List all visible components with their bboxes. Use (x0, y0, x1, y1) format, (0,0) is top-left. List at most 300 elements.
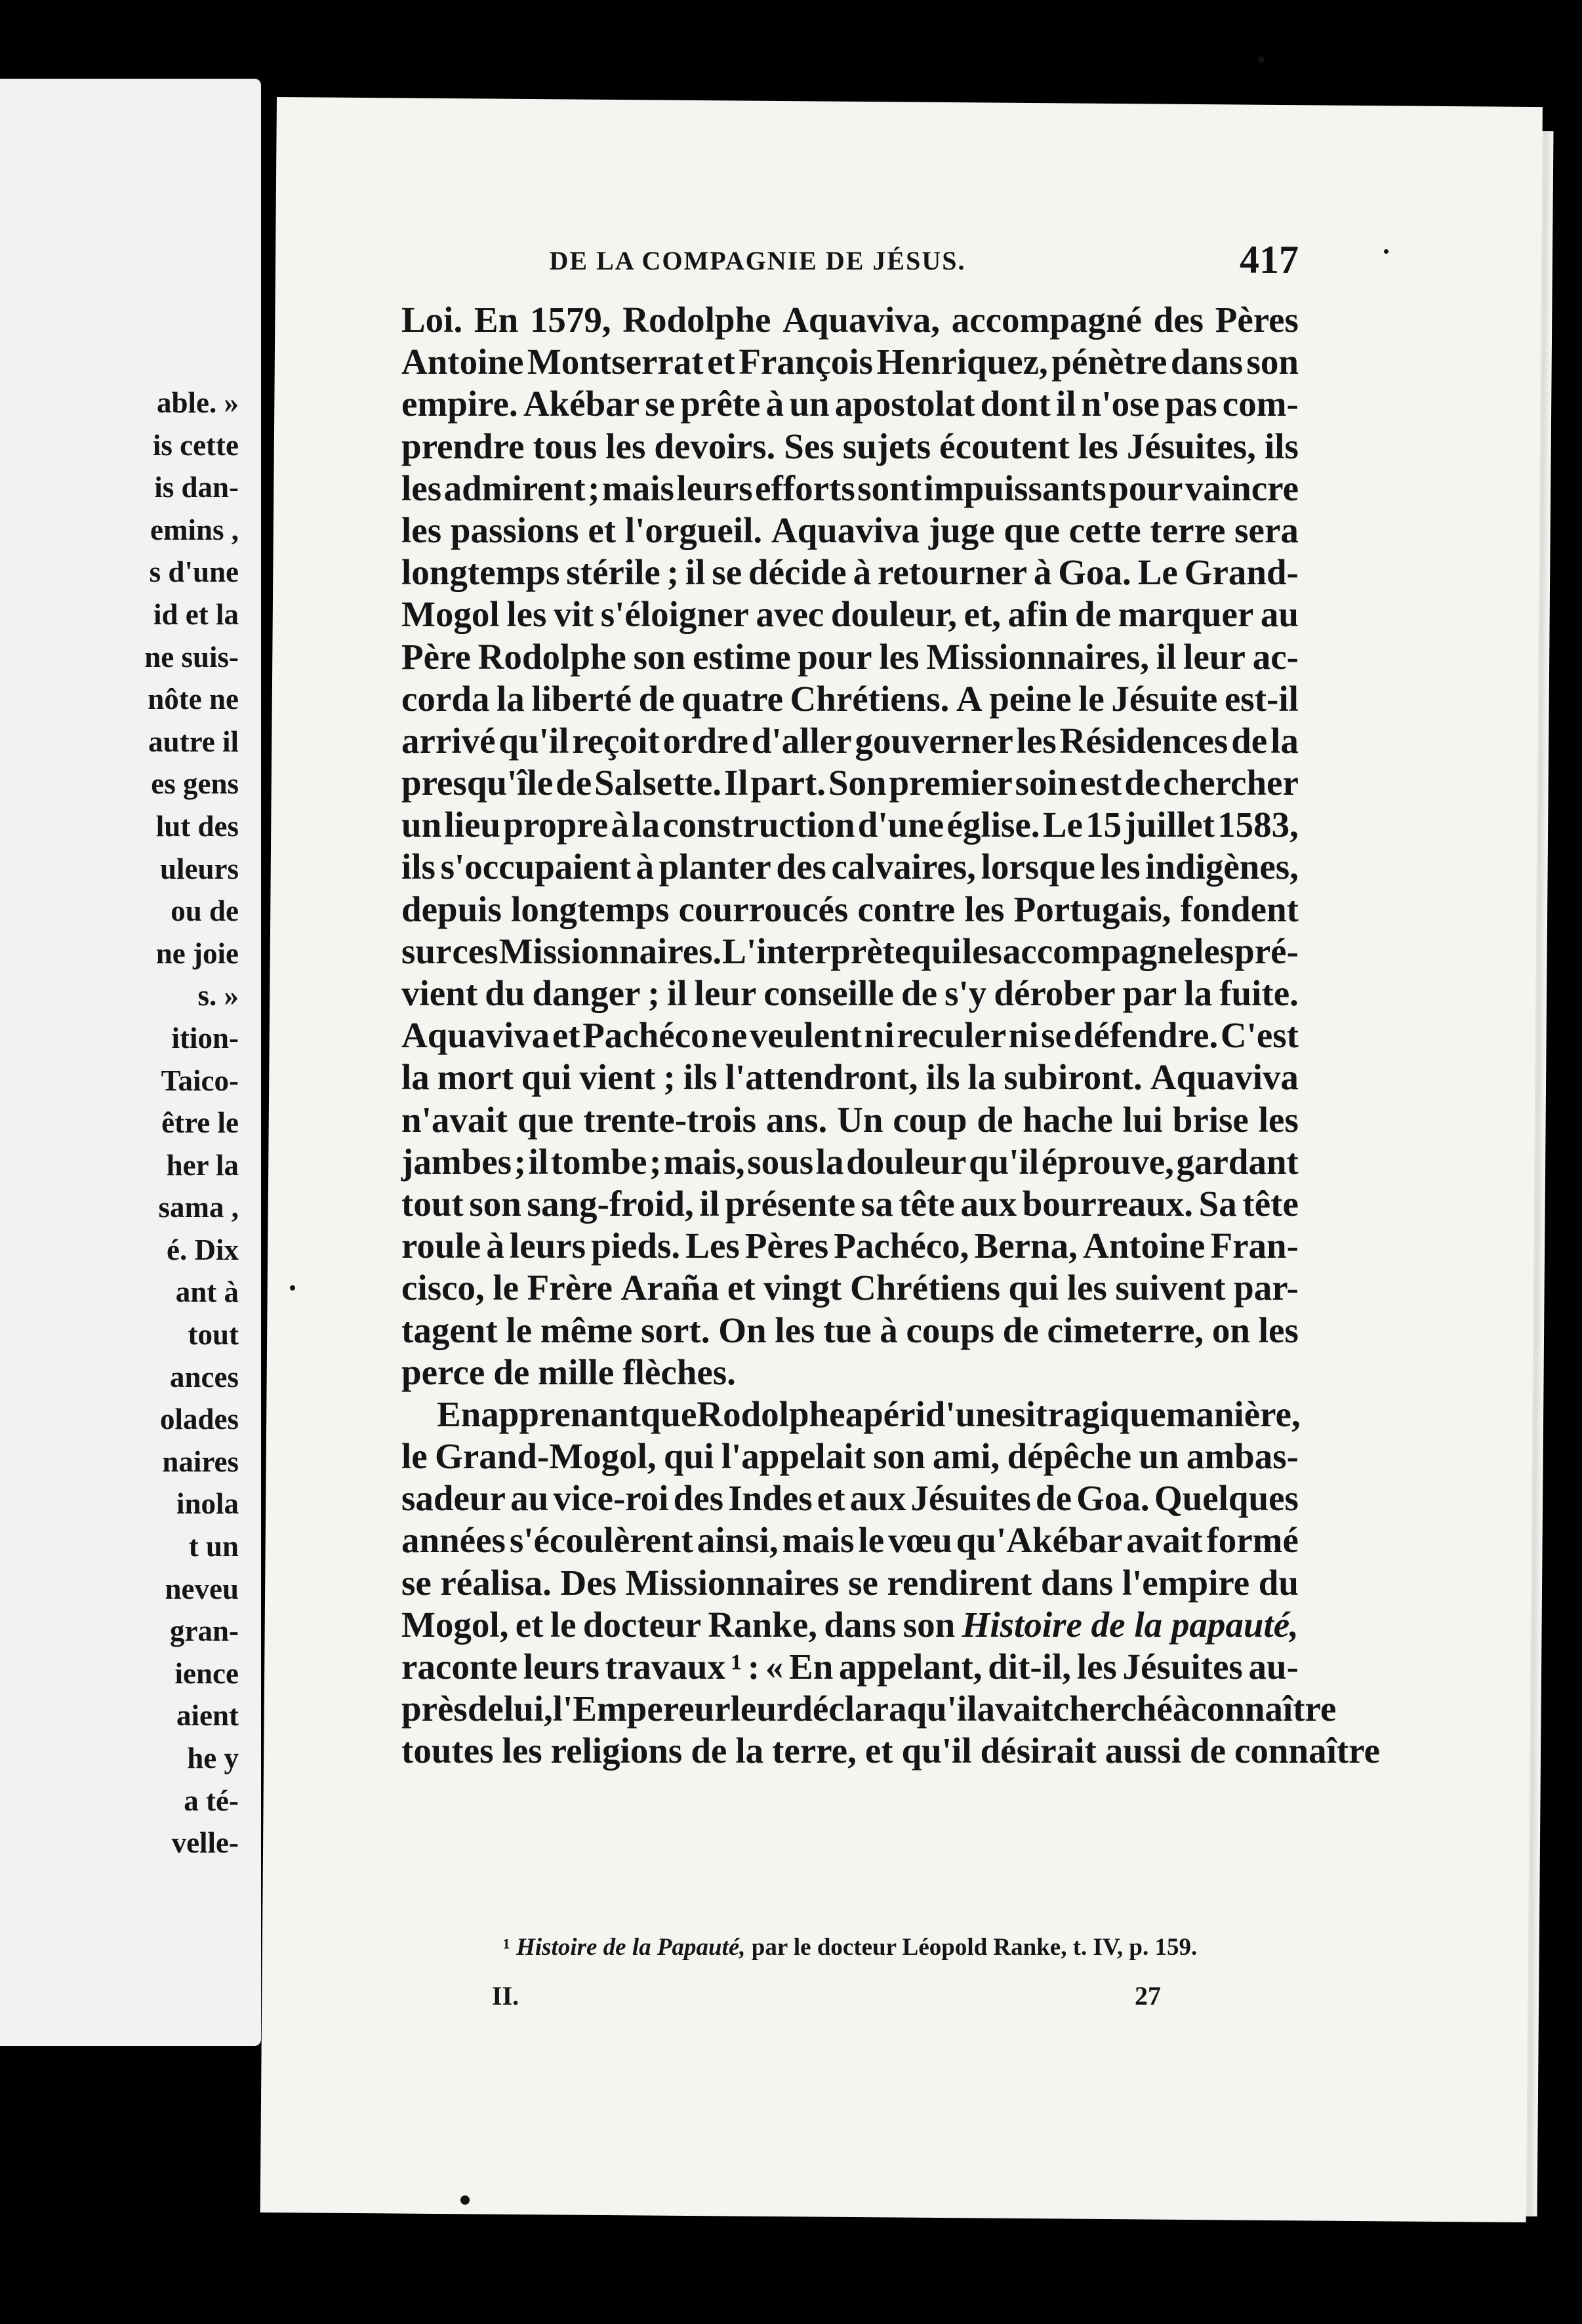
word: brise (1172, 1099, 1249, 1140)
word: Frère (527, 1268, 613, 1308)
word: se (401, 1562, 432, 1603)
word: planter (659, 847, 771, 887)
word: la (735, 1731, 764, 1771)
word: mais, (663, 1141, 745, 1182)
word: dépêche (1007, 1436, 1131, 1477)
previous-page-line: emins , (150, 513, 239, 546)
word: années (401, 1520, 506, 1561)
word: de (691, 1731, 727, 1771)
word: En (789, 1647, 834, 1687)
word: Pachéco (582, 1015, 709, 1056)
word: son (469, 1183, 521, 1224)
word: les (1066, 1268, 1107, 1308)
word: gardant (1176, 1141, 1299, 1182)
text-line (401, 1730, 1380, 1772)
word: Henriquez, (876, 342, 1048, 382)
word: dans (1170, 342, 1244, 382)
word: un (789, 384, 830, 424)
word: s'écoulèrent (509, 1520, 693, 1561)
word: Sa (1198, 1183, 1237, 1224)
previous-page-line: ances (170, 1360, 239, 1393)
word: Missionnaires. (498, 931, 722, 971)
word: Pères (744, 1226, 829, 1266)
word: apostolat (834, 384, 975, 424)
word: L'interprète (722, 931, 911, 971)
word: bourreaux. (1022, 1183, 1193, 1224)
word: Akébar (523, 384, 640, 424)
word: vit (554, 594, 594, 635)
word: de (1189, 1731, 1226, 1771)
word: ils (1264, 426, 1299, 466)
word: Ranke, (708, 1604, 817, 1645)
word: ; (649, 1141, 662, 1182)
word: même (540, 1310, 633, 1350)
word: ; (647, 973, 660, 1013)
word: Jésuites, (1126, 426, 1256, 466)
word: pas (1165, 384, 1217, 424)
word: afin (1007, 594, 1068, 635)
previous-page-line: ant à (175, 1275, 239, 1309)
word: vaincre (1185, 468, 1299, 508)
word: com- (1222, 384, 1299, 424)
previous-page-line: s. » (197, 979, 239, 1012)
previous-page-line: ne joie (155, 936, 239, 970)
word: calvaires, (831, 847, 976, 887)
word: avait (1126, 1520, 1203, 1561)
word: ils (925, 1057, 960, 1098)
word: peine (989, 678, 1072, 719)
word: roule (401, 1226, 481, 1266)
word: que (640, 1393, 697, 1434)
word: de (638, 678, 675, 719)
word: réalisa. (440, 1562, 552, 1603)
word: par- (1234, 1268, 1299, 1308)
word: tête (1242, 1183, 1299, 1224)
word: la (496, 678, 525, 719)
word: et (727, 1268, 756, 1308)
word: Père (401, 636, 471, 677)
previous-page-line: gran- (170, 1614, 239, 1648)
word: que (1004, 510, 1061, 550)
word: premier (889, 763, 1013, 803)
word: longtemps (511, 889, 670, 929)
previous-page-line: id et la (153, 597, 239, 631)
previous-page-line: her la (166, 1148, 239, 1182)
text-line (401, 804, 1299, 846)
word: est-il (1224, 678, 1299, 719)
signature-row (492, 1980, 1161, 2020)
previous-page-line: olades (159, 1403, 239, 1436)
previous-page-line: autre il (148, 725, 239, 758)
word: de (493, 1352, 530, 1392)
word: sang-froid, (527, 1183, 694, 1224)
word: les (1258, 1310, 1299, 1350)
text-line (401, 551, 1299, 593)
word: ac- (1252, 636, 1299, 677)
word: ne (711, 1015, 748, 1056)
word: si (1011, 1393, 1036, 1434)
word: aux (960, 1183, 1017, 1224)
word: Aquaviva (1150, 1057, 1299, 1098)
word: les (1100, 847, 1141, 887)
word: 1583, (1217, 805, 1299, 845)
word: Ses (784, 426, 834, 466)
word: par (1122, 973, 1177, 1013)
text-line (401, 1225, 1299, 1267)
word: Chrétiens. (790, 678, 950, 719)
word: qu'il (498, 720, 569, 761)
text-line (401, 720, 1299, 762)
word: est (1080, 763, 1122, 803)
previous-page-line: Taico- (161, 1064, 239, 1097)
word: danger (532, 973, 641, 1013)
speck (1258, 56, 1265, 63)
word: dans (1041, 1562, 1114, 1603)
word: mort (437, 1057, 514, 1098)
word: hache (1023, 1099, 1113, 1140)
text-line (401, 1352, 1299, 1393)
word: 15 (1085, 805, 1122, 845)
word: la (632, 805, 660, 845)
word: à (1172, 1689, 1191, 1729)
word: de (1035, 1478, 1072, 1519)
word: coup (893, 1099, 967, 1140)
word: reçoit (572, 720, 660, 761)
word: l'orgueil. (624, 510, 763, 550)
word: le (506, 1310, 533, 1350)
word: à (853, 552, 872, 593)
word: ans. (765, 1099, 828, 1140)
word: la (1270, 720, 1299, 761)
word: cimeterre, (1047, 1310, 1204, 1350)
previous-page-line: neveu (165, 1572, 239, 1605)
word: les (775, 1310, 815, 1350)
text-line (401, 1393, 1299, 1435)
word: vingt (763, 1268, 842, 1308)
word: devoirs. (654, 426, 776, 466)
word: tombe (550, 1141, 647, 1182)
text-line (401, 1519, 1299, 1561)
text-line (401, 1646, 1299, 1688)
word: du (485, 973, 525, 1013)
text-line (401, 468, 1299, 510)
word: défendre. (1073, 1015, 1219, 1056)
text-line (401, 593, 1299, 635)
footnote-title: Histoire de la Papauté, (516, 1934, 746, 1961)
word: ¹ (731, 1647, 742, 1687)
word: presqu'île (401, 763, 554, 803)
word: juge (928, 510, 995, 550)
word: sur (401, 931, 452, 971)
word: Mogol (401, 594, 500, 635)
word: désirait (980, 1731, 1097, 1771)
word: ambas- (1186, 1436, 1299, 1477)
word: En (474, 300, 519, 340)
word: le (401, 1436, 428, 1477)
word: ils (401, 847, 436, 887)
word: Quelques (1154, 1478, 1299, 1519)
word: connaître (1234, 1731, 1380, 1771)
word: qui (1008, 1268, 1059, 1308)
word: ; (666, 552, 679, 593)
word: son (1246, 342, 1299, 382)
word: depuis (401, 889, 502, 929)
word: terre, (772, 1731, 857, 1771)
word: il (666, 973, 687, 1013)
word: avait (977, 1689, 1053, 1729)
previous-page-line: uleurs (159, 852, 239, 885)
previous-page-line: inola (176, 1487, 239, 1521)
word: qui (521, 1057, 572, 1098)
word: il (1055, 384, 1076, 424)
word: de (1124, 763, 1161, 803)
word: à (880, 1310, 898, 1350)
word: au- (1248, 1647, 1299, 1687)
text-line (401, 1267, 1299, 1309)
word: qu'il (969, 1141, 1040, 1182)
previous-page-line: s d'une (149, 555, 239, 589)
word: lui, (503, 1689, 553, 1729)
word: Rodolphe (622, 300, 771, 340)
word: le (493, 1268, 519, 1308)
word: On (718, 1310, 767, 1350)
word: Portugais, (1013, 889, 1171, 929)
word: tragique (1035, 1393, 1166, 1434)
speck (290, 1285, 295, 1291)
word: prendre (401, 426, 525, 466)
word: C'est (1220, 1015, 1299, 1056)
previous-page-line: es gens (151, 767, 239, 801)
word: passions (450, 510, 579, 550)
word: Jésuites (1122, 1647, 1243, 1687)
word: subiront. (1004, 1057, 1143, 1098)
word: mais (782, 1520, 855, 1561)
word: de (1002, 1310, 1039, 1350)
word: Grand- (1184, 552, 1299, 593)
footnote (401, 1933, 1299, 1961)
word: Indes (728, 1478, 813, 1519)
word: dont (980, 384, 1051, 424)
word: les (401, 468, 442, 508)
word: fondent (1180, 889, 1299, 929)
word: le (550, 1604, 577, 1645)
word: présente (725, 1183, 856, 1224)
word: liberté (531, 678, 632, 719)
word: douleur (846, 1141, 967, 1182)
previous-page-line: ience (174, 1656, 239, 1690)
running-head (387, 237, 1299, 296)
word: flèches. (622, 1352, 736, 1392)
word: ils (683, 1057, 718, 1098)
word: qu'il (906, 1689, 977, 1729)
word: part. (750, 763, 826, 803)
word: Résidences (1059, 720, 1228, 761)
word: sera (1234, 510, 1299, 550)
word: apprenant (481, 1393, 641, 1434)
text-line (401, 1056, 1299, 1098)
word: lui (1122, 1099, 1163, 1140)
word: l'empire (1122, 1562, 1250, 1603)
word: de (467, 1689, 504, 1729)
word: s'y (944, 973, 987, 1013)
word: pour (1108, 468, 1183, 508)
word: n'ose (1081, 384, 1160, 424)
word: 1579, (529, 300, 611, 340)
word: de (977, 1099, 1013, 1140)
word: chercher (1163, 763, 1299, 803)
text-line (401, 426, 1299, 468)
word: Salsette. (594, 763, 721, 803)
previous-page (0, 79, 261, 2046)
word: il (528, 1141, 549, 1182)
word: les (401, 510, 442, 550)
word: aux (849, 1478, 906, 1519)
text-line (401, 1604, 1299, 1646)
word: Le (1042, 805, 1083, 845)
footnote-marker: ¹ (502, 1934, 510, 1961)
previous-page-line: velle- (171, 1826, 239, 1860)
previous-page-line: able. » (156, 386, 239, 419)
word: travaux (605, 1647, 725, 1687)
word: Fran- (1210, 1226, 1299, 1266)
word: des (673, 1478, 724, 1519)
word: Rodolphe (697, 1393, 845, 1434)
word: François (739, 342, 874, 382)
previous-page-line: ou de (171, 894, 239, 928)
word: son (873, 1436, 925, 1477)
word: les (1016, 720, 1057, 761)
word: se (645, 384, 676, 424)
word: le (1078, 678, 1105, 719)
text-line (401, 510, 1299, 551)
word: ordre (662, 720, 748, 761)
word: cherché (1053, 1689, 1173, 1729)
word: la (1184, 973, 1213, 1013)
word: Pachéco, (834, 1226, 969, 1266)
sheet-number: 27 (1135, 1981, 1161, 2011)
word: impuissants (923, 468, 1106, 508)
word: Pères (1215, 300, 1299, 340)
word: des (1153, 300, 1204, 340)
word: tagent (401, 1310, 498, 1350)
word: Jésuite (1111, 678, 1218, 719)
word: et (515, 1604, 544, 1645)
word: près (401, 1689, 468, 1729)
word: A (956, 678, 983, 719)
word: ainsi, (697, 1520, 779, 1561)
word: qui (911, 931, 962, 971)
word: : (747, 1647, 760, 1687)
word: on (1211, 1310, 1250, 1350)
word: de (1074, 594, 1111, 635)
text-line (401, 383, 1299, 425)
word: qu'il (901, 1731, 972, 1771)
word: admirent (443, 468, 586, 508)
word: d'une (925, 1393, 1012, 1434)
word: leurs (676, 468, 753, 508)
previous-page-line: is dan- (154, 471, 239, 504)
word: leur (730, 1689, 793, 1729)
word: la (967, 1057, 996, 1098)
word: son (633, 636, 686, 677)
word: n'avait (401, 1099, 508, 1140)
word: Aquaviva, (782, 300, 941, 340)
word: qui (663, 1436, 714, 1477)
text-line (401, 1014, 1299, 1056)
word: dérober (994, 973, 1116, 1013)
word: se (712, 552, 742, 593)
word: connaître (1190, 1689, 1337, 1729)
word: il (685, 552, 706, 593)
word: la (401, 1057, 430, 1098)
word: cisco, (401, 1268, 485, 1308)
word: et (588, 510, 617, 550)
word: efforts (755, 468, 855, 508)
word: pour (798, 636, 872, 677)
word: l'appelait (721, 1436, 866, 1477)
word: leurs (509, 1226, 586, 1266)
word: suivent (1115, 1268, 1226, 1308)
word: mille (538, 1352, 615, 1392)
word: et (707, 342, 735, 382)
word: stérile (566, 552, 660, 593)
word: « (765, 1647, 784, 1687)
word: les (879, 636, 920, 677)
word: toutes (401, 1731, 494, 1771)
word: a (845, 1393, 864, 1434)
word: église. (946, 805, 1040, 845)
page-number: 417 (1240, 238, 1299, 281)
previous-page-line: aient (176, 1699, 239, 1733)
word: Les (685, 1226, 740, 1266)
word: les (962, 931, 1002, 971)
running-title: DE LA COMPAGNIE DE JÉSUS. (549, 246, 966, 275)
word: veulent (749, 1015, 862, 1056)
word: la (815, 1141, 844, 1182)
text-line (401, 1099, 1299, 1141)
word: dans (824, 1604, 897, 1645)
word: Grand-Mogol, (435, 1436, 657, 1477)
word: d'aller (751, 720, 852, 761)
word: empire. (401, 384, 518, 424)
text-line (401, 678, 1299, 720)
word: les (1258, 1099, 1299, 1140)
word: ; (588, 468, 600, 508)
word: vœu (888, 1520, 952, 1561)
word: conseille (763, 973, 894, 1013)
word: retourner (877, 552, 1028, 593)
word: leurs (523, 1647, 599, 1687)
word: il (699, 1183, 720, 1224)
word: avec (756, 594, 824, 635)
word: En (437, 1393, 481, 1434)
word: que (517, 1099, 574, 1140)
word: sont (857, 468, 922, 508)
word: Un (837, 1099, 883, 1140)
speck (1384, 249, 1389, 254)
word: qu'Akébar (956, 1520, 1123, 1561)
word: estime (692, 636, 791, 677)
previous-page-line: sama , (158, 1191, 239, 1224)
word: coups (906, 1310, 995, 1350)
word: son (903, 1604, 956, 1645)
text-line (401, 762, 1299, 804)
word: se (1041, 1015, 1072, 1056)
word: Antoine (1083, 1226, 1206, 1266)
previous-page-line: t un (188, 1530, 239, 1563)
word: ni (1008, 1015, 1039, 1056)
word: éprouve, (1041, 1141, 1174, 1182)
